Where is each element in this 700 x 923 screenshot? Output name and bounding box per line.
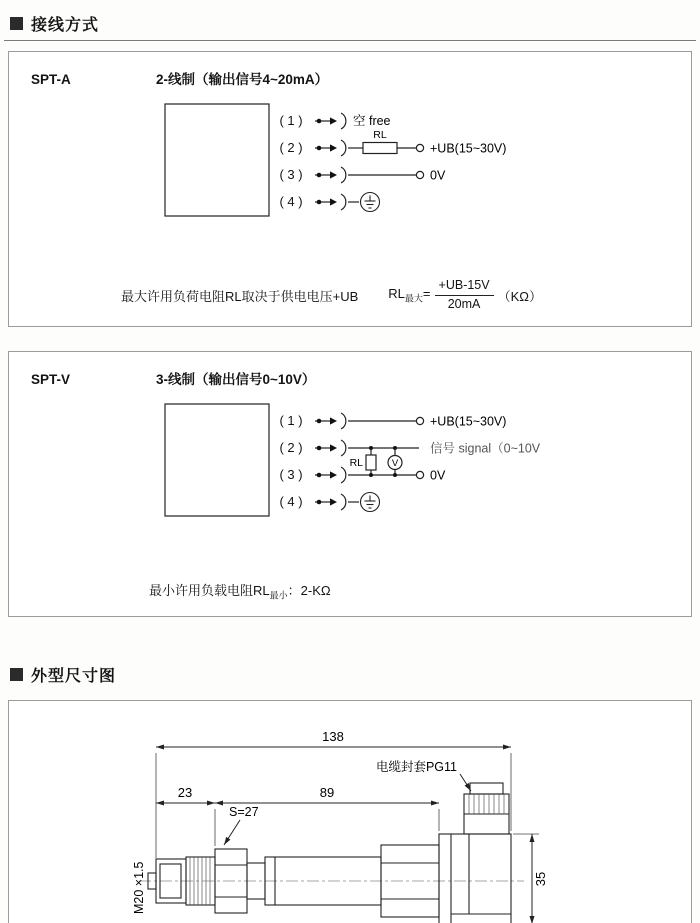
spt-v-panel-head <box>9 368 691 388</box>
terminal-2-label: ( 2 ) <box>279 440 303 456</box>
section-header-outline <box>10 663 692 686</box>
rl-resistor <box>363 143 397 154</box>
spt-a-wiring-diagram <box>19 96 679 274</box>
ground-symbol-icon <box>361 193 380 212</box>
dim-total-length: 138 <box>322 728 344 744</box>
plug-connector-symbols <box>315 413 346 510</box>
dimension-lines <box>156 747 532 923</box>
ub-terminal-circle <box>416 418 423 425</box>
terminal-3-label: ( 3 ) <box>279 467 303 483</box>
cable-gland-cap <box>470 783 503 794</box>
spt-a-model-label: SPT-A <box>31 72 71 87</box>
transmitter-outline <box>165 404 269 516</box>
formula-equals: = <box>422 285 431 301</box>
terminal-2-label: ( 2 ) <box>279 140 303 155</box>
wires <box>348 143 424 203</box>
spt-a-note-row <box>121 278 691 312</box>
spt-v-note-text <box>149 580 331 602</box>
section-header-wiring <box>10 12 692 35</box>
rl-label: RL <box>349 457 363 470</box>
s27-leader-line <box>224 820 240 845</box>
spt-v-note-subscript: 最小 <box>269 590 288 601</box>
spt-v-note-row <box>149 580 691 602</box>
signal-label: 信号 signal（0~10V <box>430 441 541 456</box>
extension-lines <box>156 753 539 923</box>
rl-resistor <box>366 455 376 470</box>
formula-fraction <box>435 278 494 312</box>
cable-gland-label: 电缆封套PG11 <box>375 759 457 774</box>
dim-89: 89 <box>319 784 335 800</box>
electrical-connector <box>439 834 511 923</box>
spt-a-panel <box>8 51 692 327</box>
transmitter-profile <box>148 783 511 923</box>
spt-v-note-prefix: 最小许用负载电阻RL <box>149 583 270 599</box>
spt-v-model-label: SPT-V <box>31 372 71 388</box>
gland-leader-line <box>460 774 471 791</box>
wiring-section-title: 接线方式 <box>31 17 100 34</box>
spt-a-subtitle: 2-线制（输出信号4~20mA） <box>156 72 329 87</box>
thread-size-label: M20 ×1.5 <box>132 861 146 914</box>
plug-connector-symbols <box>315 113 346 210</box>
terminal-labels <box>279 413 302 509</box>
section-bullet-icon <box>10 668 23 681</box>
zero-v-label: 0V <box>430 468 446 483</box>
voltmeter-v-label: V <box>391 458 399 470</box>
ub-label: +UB(15~30V) <box>430 141 507 156</box>
spt-v-panel <box>8 351 692 617</box>
outline-panel <box>8 700 692 923</box>
terminal-4-label: ( 4 ) <box>279 494 303 510</box>
rl-label: RL <box>373 129 387 141</box>
formula-lhs <box>388 286 430 305</box>
zero-v-terminal-circle <box>416 472 423 479</box>
section-bullet-icon <box>10 17 23 30</box>
ub-label: +UB(15~30V) <box>430 414 507 429</box>
terminal-4-label: ( 4 ) <box>279 194 303 209</box>
spt-v-wiring-diagram <box>19 396 679 574</box>
terminal-1-label: ( 1 ) <box>279 113 303 128</box>
zero-v-label: 0V <box>430 168 446 183</box>
spt-v-subtitle: 3-线制（输出信号0~10V） <box>156 372 316 388</box>
spt-a-note-text: 最大许用负荷电阻RL取决于供电电压+UB <box>121 288 359 304</box>
zero-v-terminal-circle <box>416 171 423 178</box>
formula-rl: RL <box>388 285 405 301</box>
outline-dimension-drawing <box>9 711 679 923</box>
terminal-1-label: ( 1 ) <box>279 413 303 429</box>
terminal-labels <box>279 113 302 209</box>
spt-v-note-suffix: ：2-KΩ <box>287 583 331 599</box>
dim-35: 35 <box>533 871 548 887</box>
formula-numerator: +UB-15V <box>435 278 494 296</box>
terminal-3-label: ( 3 ) <box>279 167 303 182</box>
outline-section-title: 外型尺寸图 <box>31 667 117 685</box>
dim-23: 23 <box>177 784 193 800</box>
empty-pin-label: 空 free <box>353 114 391 128</box>
header-rule <box>4 40 696 41</box>
ground-symbol-icon <box>361 493 380 512</box>
spt-a-formula <box>388 278 542 312</box>
spt-a-panel-head <box>9 68 691 88</box>
formula-denominator: 20mA <box>447 296 481 311</box>
formula-unit: （KΩ） <box>497 288 542 304</box>
formula-subscript: 最大 <box>404 293 423 304</box>
transmitter-outline <box>165 104 269 216</box>
s27-label: S=27 <box>229 804 259 819</box>
ub-terminal-circle <box>416 144 423 151</box>
rear-hex <box>381 845 439 917</box>
